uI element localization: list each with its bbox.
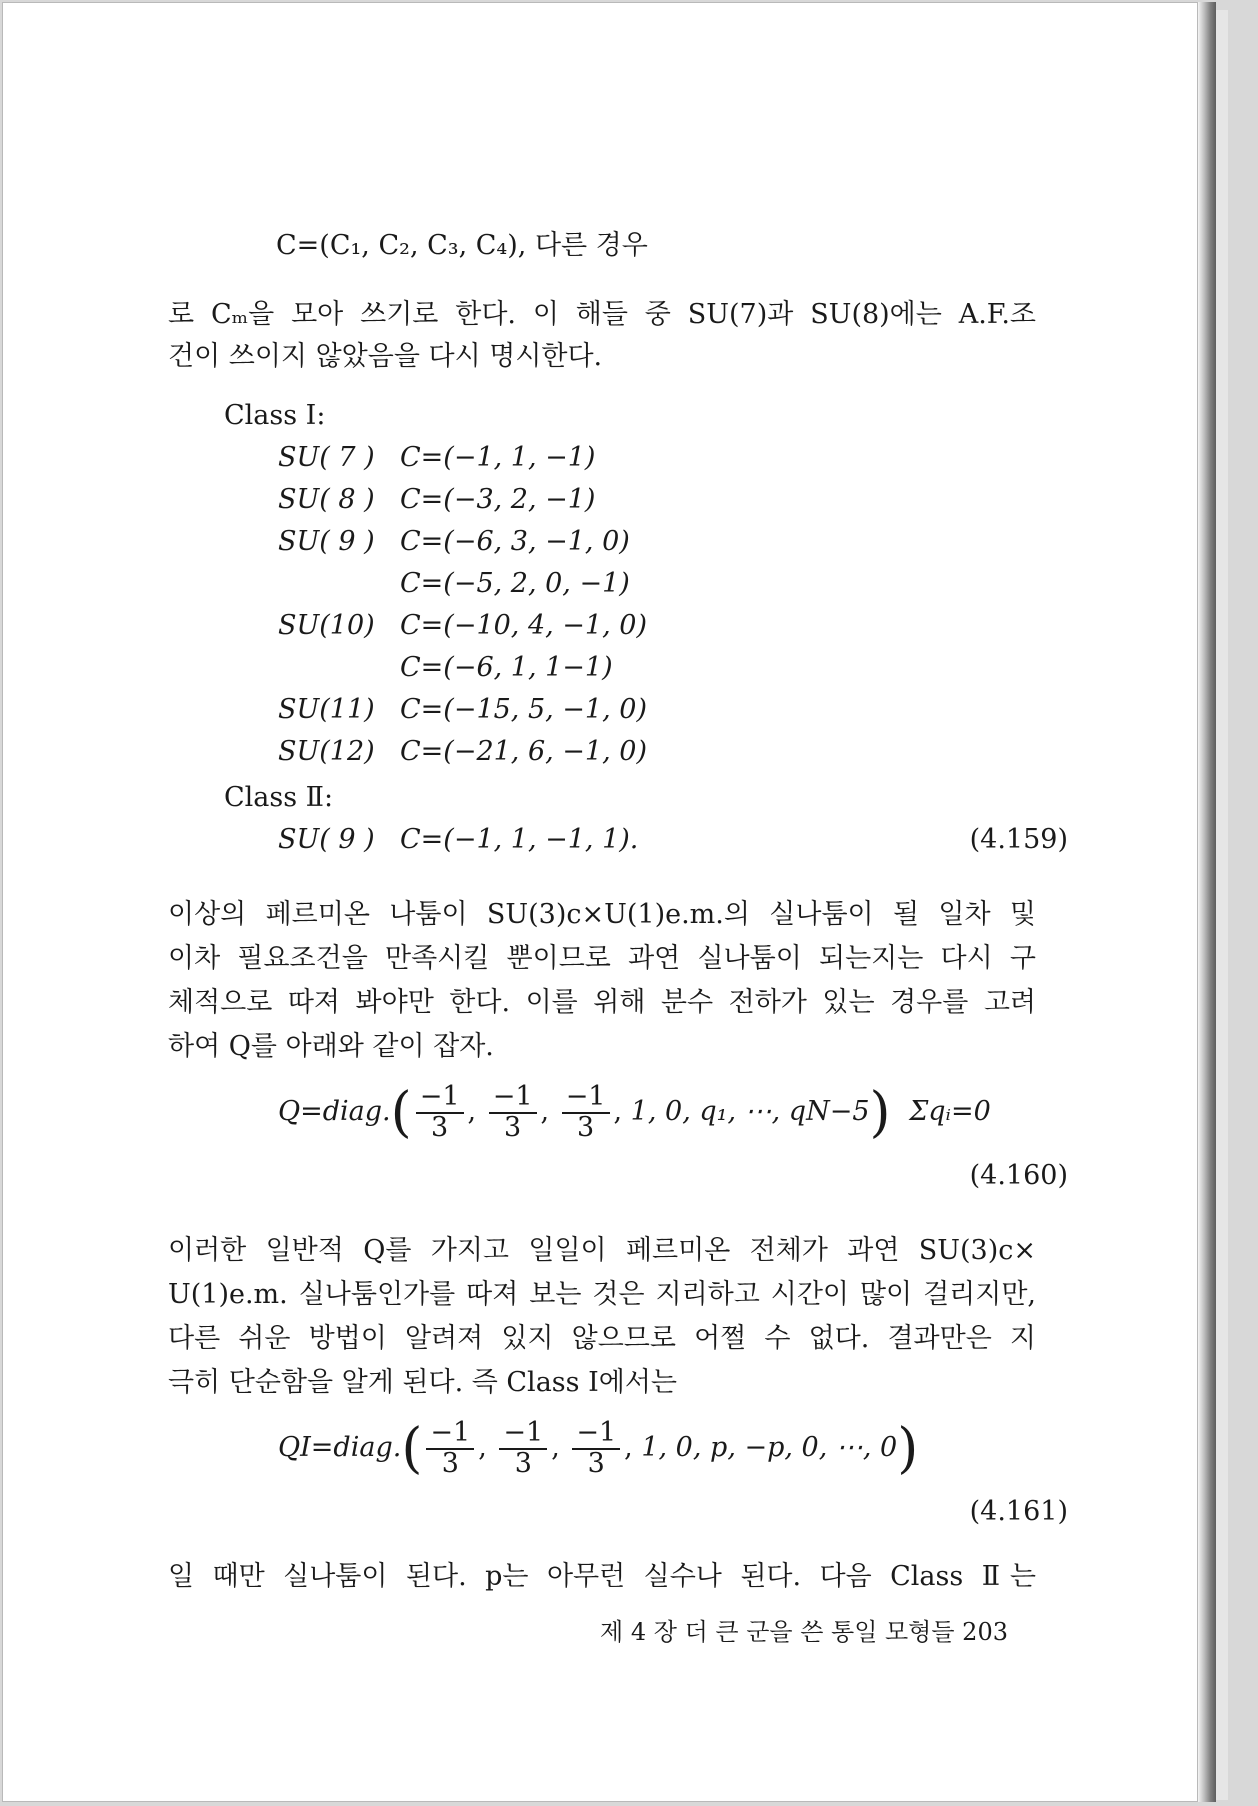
eq161-close-paren: )	[897, 1416, 919, 1480]
para2-line-3: 체적으로 따져 봐야만 한다. 이를 위해 분수 전하가 있는 경우를 고려	[168, 987, 1036, 1018]
class1-group-1: SU( 8 )	[278, 484, 375, 515]
para2-line-4: 하여 Q를 아래와 같이 잡자.	[168, 1031, 494, 1062]
eq160-tail: 1, 0, q₁, ⋯, qN−5	[630, 1096, 870, 1127]
class1-value-3: C=(−5, 2, 0, −1)	[400, 568, 630, 599]
eq160-lhs: Q=diag.	[278, 1096, 391, 1127]
eq161-fraction-3: $\frac{-1}{3}$	[572, 1419, 620, 1478]
eq-number-4-160: (4.160)	[969, 1160, 1068, 1191]
eq161-lhs: QI=diag.	[278, 1432, 402, 1463]
eq160-sum: Σqᵢ=0	[909, 1096, 991, 1127]
class1-value-5: C=(−6, 1, 1−1)	[400, 652, 613, 683]
class1-value-2: C=(−6, 3, −1, 0)	[400, 526, 630, 557]
para3-line-3: 다른 쉬운 방법이 알려져 있지 않으므로 어쩔 수 없다. 결과만은 지	[168, 1323, 1036, 1354]
class2-group: SU( 9 )	[278, 824, 375, 855]
class1-group-6: SU(11)	[278, 694, 375, 725]
class1-label: Class Ⅰ:	[224, 400, 326, 431]
eq161-fraction-1: $\frac{-1}{3}$	[426, 1419, 474, 1478]
para3-line-4: 극히 단순함을 알게 된다. 즉 Class Ⅰ에서는	[168, 1367, 677, 1398]
intro-line: C=(C₁, C₂, C₃, C₄), 다른 경우	[276, 230, 648, 261]
para3-line-2: U(1)e.m. 실나툼인가를 따져 보는 것은 지리하고 시간이 많이 걸리지만,	[168, 1279, 1036, 1310]
para2-line-1: 이상의 페르미온 나툼이 SU(3)c×U(1)e.m.의 실나툼이 될 일차 및	[168, 899, 1036, 930]
class1-group-7: SU(12)	[278, 736, 375, 767]
eq160-fraction-1: $\frac{-1}{3}$	[416, 1083, 464, 1142]
eq-number-4-161: (4.161)	[969, 1496, 1068, 1527]
page-edge-shadow	[1198, 2, 1216, 1802]
class1-value-4: C=(−10, 4, −1, 0)	[400, 610, 647, 641]
eq160-open-paren: (	[390, 1080, 412, 1144]
page-edge-back	[1216, 10, 1228, 1800]
eq160-fraction-2: $\frac{-1}{3}$	[489, 1083, 537, 1142]
page-footer: 제 4 장 더 큰 군을 쓴 통일 모형들 203	[600, 1618, 1008, 1646]
class2-label: Class Ⅱ:	[224, 782, 334, 813]
eq160-fraction-3: $\frac{-1}{3}$	[562, 1083, 610, 1142]
class1-group-4: SU(10)	[278, 610, 375, 641]
class1-value-0: C=(−1, 1, −1)	[400, 442, 596, 473]
eq161-open-paren: (	[401, 1416, 423, 1480]
equation-4-161: QI=diag.( $\frac{-1}{3}$ , $\frac{-1}{3}$ , $\frac{-1}{3}$ , 1, 0, p, −p, 0, ⋯, 0)	[278, 1416, 919, 1480]
para2-line-2: 이차 필요조건을 만족시킬 뿐이므로 과연 실나툼이 되는지는 다시 구	[168, 943, 1036, 974]
para3-line-1: 이러한 일반적 Q를 가지고 일일이 페르미온 전체가 과연 SU(3)c×	[168, 1235, 1036, 1266]
class1-value-1: C=(−3, 2, −1)	[400, 484, 596, 515]
para1-line-1: 로 Cₘ을 모아 쓰기로 한다. 이 해들 중 SU(7)과 SU(8)에는 A.F.조	[168, 299, 1036, 330]
eq160-close-paren: )	[869, 1080, 891, 1144]
para1-line-2: 건이 쓰이지 않았음을 다시 명시한다.	[168, 341, 603, 372]
class1-group-0: SU( 7 )	[278, 442, 375, 473]
class2-value: C=(−1, 1, −1, 1).	[400, 824, 639, 855]
class1-group-2: SU( 9 )	[278, 526, 375, 557]
class1-value-7: C=(−21, 6, −1, 0)	[400, 736, 647, 767]
class1-value-6: C=(−15, 5, −1, 0)	[400, 694, 647, 725]
eq161-tail: 1, 0, p, −p, 0, ⋯, 0	[641, 1432, 898, 1463]
eq-number-4-159: (4.159)	[969, 824, 1068, 855]
para4-line-1: 일 때만 실나툼이 된다. p는 아무런 실수나 된다. 다음 Class Ⅱ는	[168, 1561, 1036, 1592]
eq161-fraction-2: $\frac{-1}{3}$	[499, 1419, 547, 1478]
equation-4-160: Q=diag.( $\frac{-1}{3}$ , $\frac{-1}{3}$ , $\frac{-1}{3}$ , 1, 0, q₁, ⋯, qN−5) Σqᵢ=0	[278, 1080, 991, 1144]
